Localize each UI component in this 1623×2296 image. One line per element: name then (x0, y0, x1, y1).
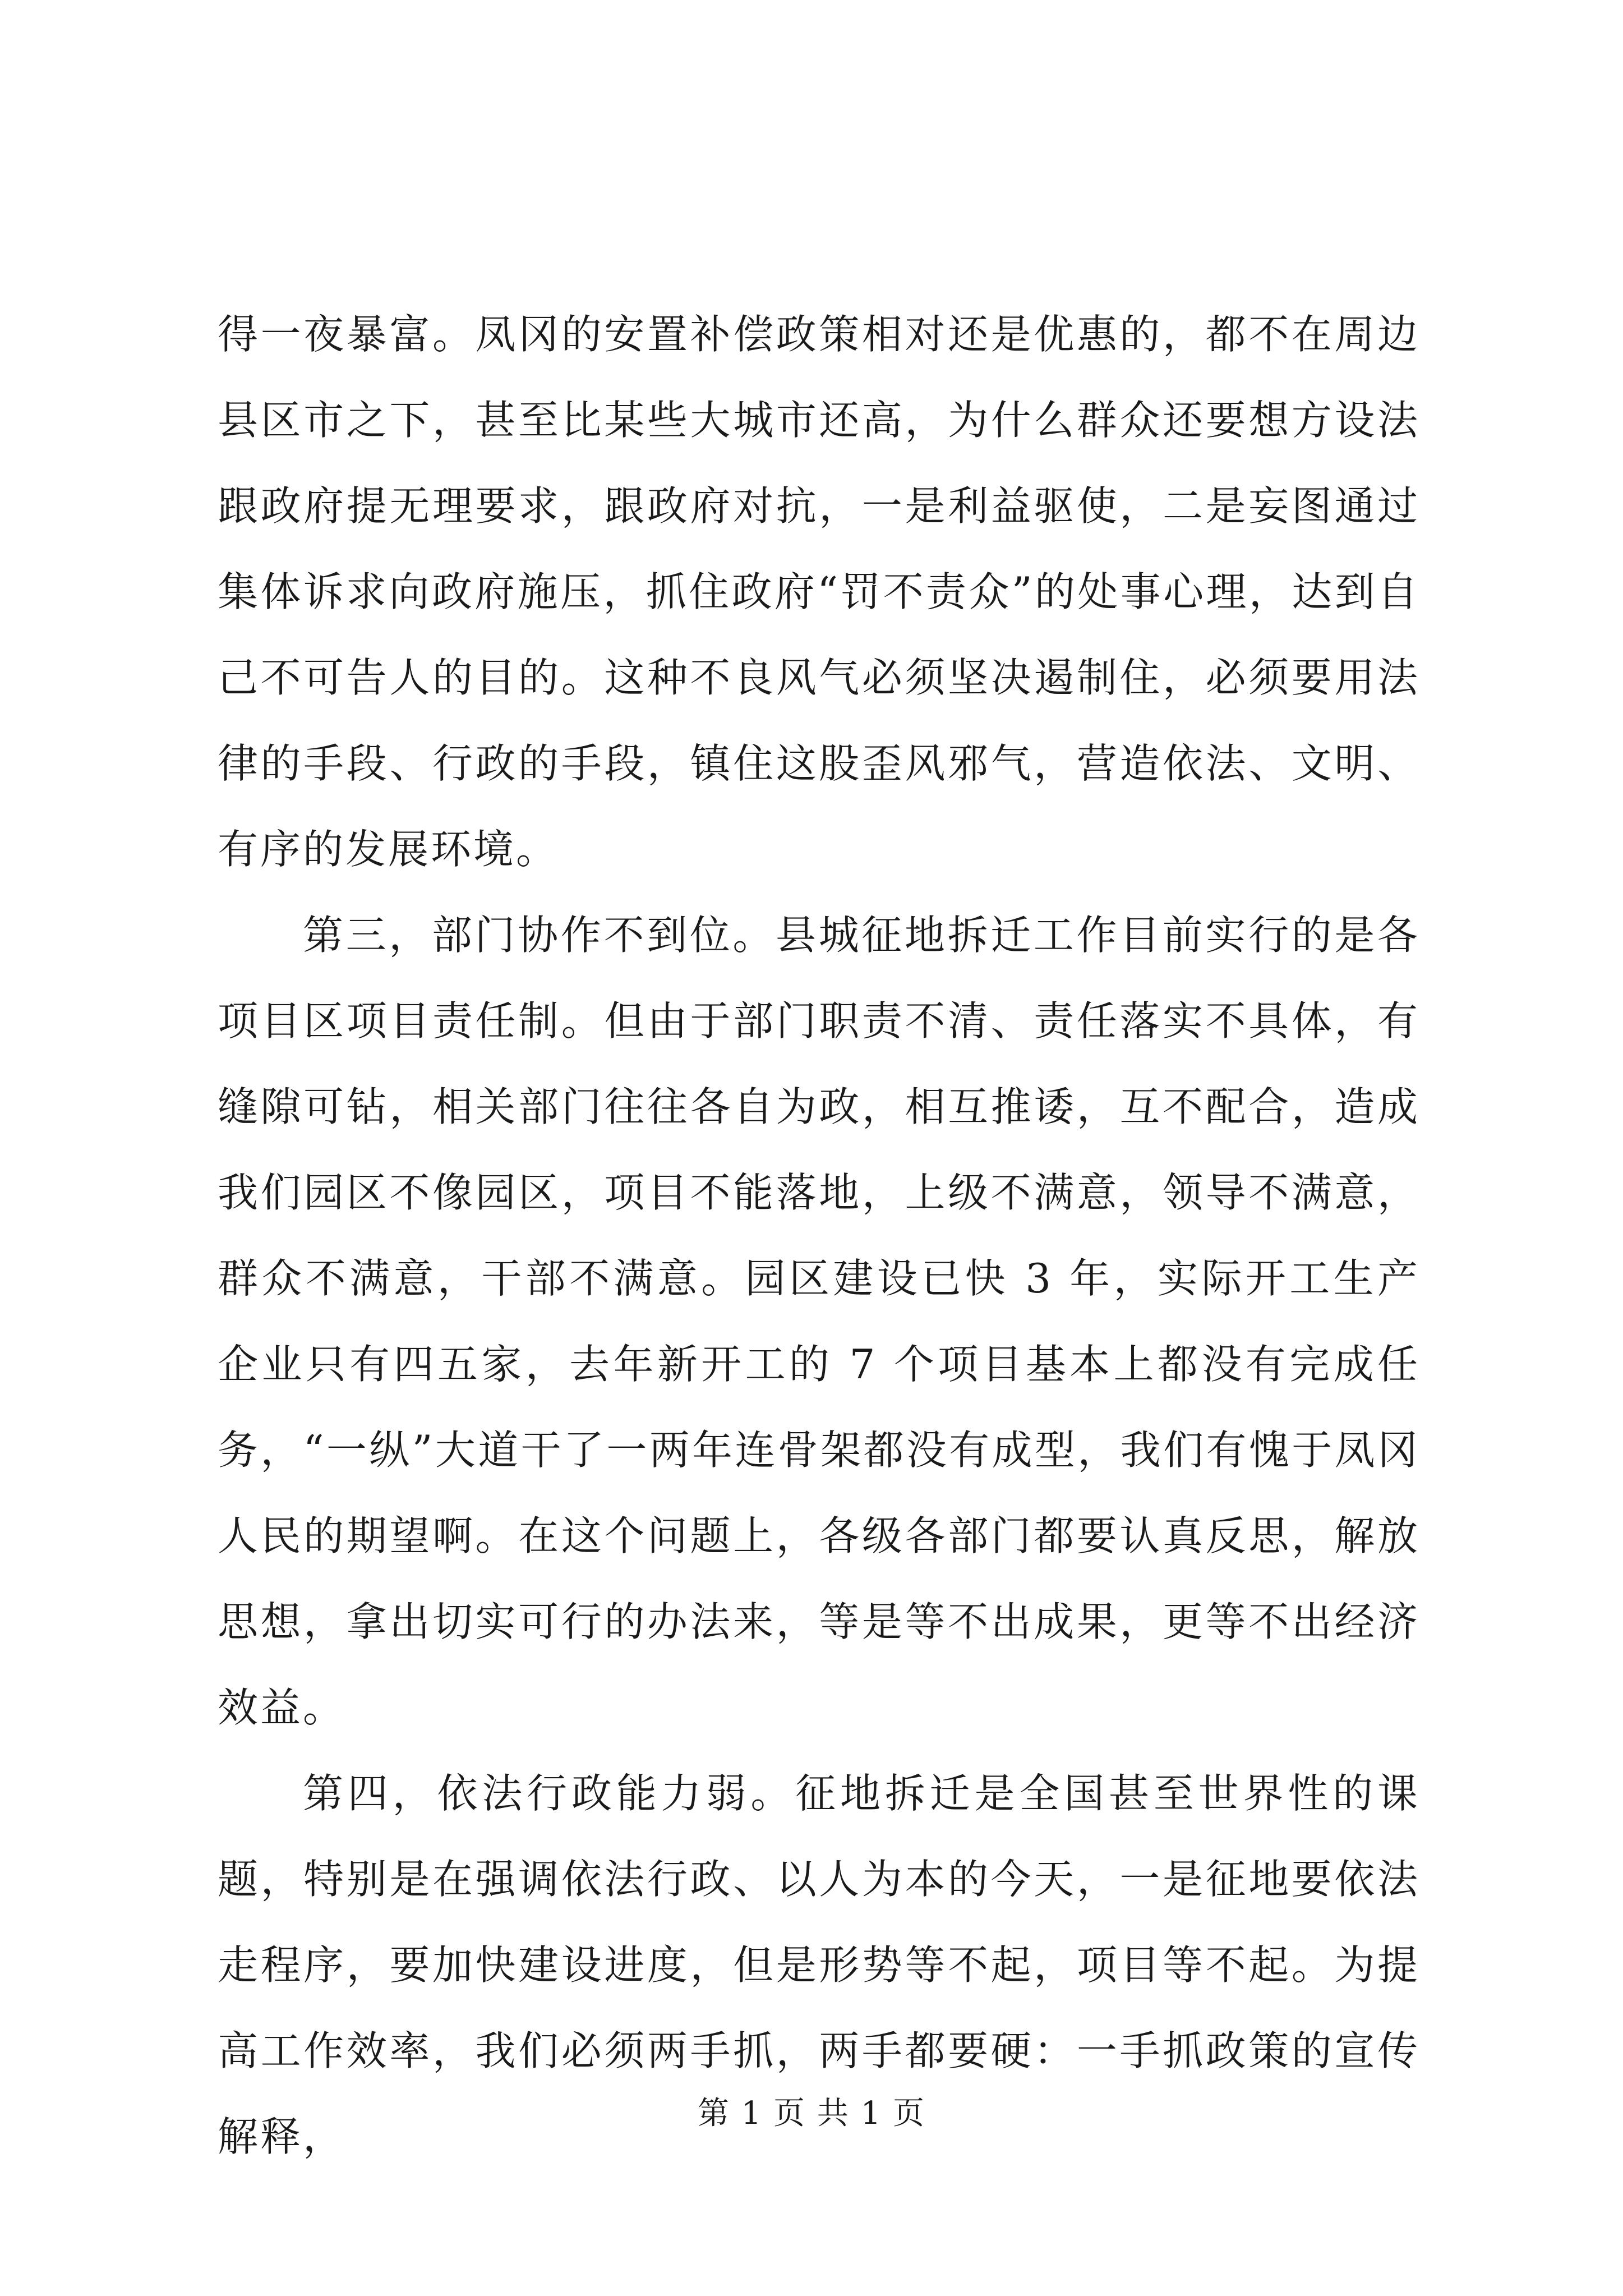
paragraph-1: 得一夜暴富。凤冈的安置补偿政策相对还是优惠的，都不在周边县区市之下，甚至比某些大城市还高，为什么群众还要想方设法跟政府提无理要求，跟政府对抗，一是利益驱使，二是妄图通过集体诉求向政府施压，抓住政府“罚不责众”的处事心理，达到自己不可告人的目的。这种不良风气必须坚决遏制住，必须要用法律的手段、行政的手段，镇住这股歪风邪气，营造依法、文明、有序的发展环境。 (218, 311, 1420, 873)
page-footer: 第 1 页 共 1 页 (697, 2095, 926, 2132)
paragraph-3: 第四，依法行政能力弱。征地拆迁是全国甚至世界性的课题，特别是在强调依法行政、以人为本的今天，一是征地要依法走程序，要加快建设进度，但是形势等不起，项目等不起。为提高工作效率，我们必须两手抓，两手都要硬：一手抓政策的宣传解释， (218, 1770, 1420, 2160)
paragraph-2: 第三，部门协作不到位。县城征地拆迁工作目前实行的是各项目区项目责任制。但由于部门职责不清、责任落实不具体，有缝隙可钻，相关部门往往各自为政，相互推诿，互不配合，造成我们园区不像园区，项目不能落地，上级不满意，领导不满意，群众不满意，干部不满意。园区建设已快 3 年，实际开工生产企业只有四五家，去年新开工的 7 个项目基本上都没有完成任务，“一纵”大道干了一两年连骨架都没有成型，我们有愧于凤冈人民的期望啊。在这个问题上，各级各部门都要认真反思，解放思想，拿出切实可行的办法来，等是等不出成果，更等不出经济效益。 (218, 912, 1420, 1731)
body-text (218, 292, 1420, 2180)
